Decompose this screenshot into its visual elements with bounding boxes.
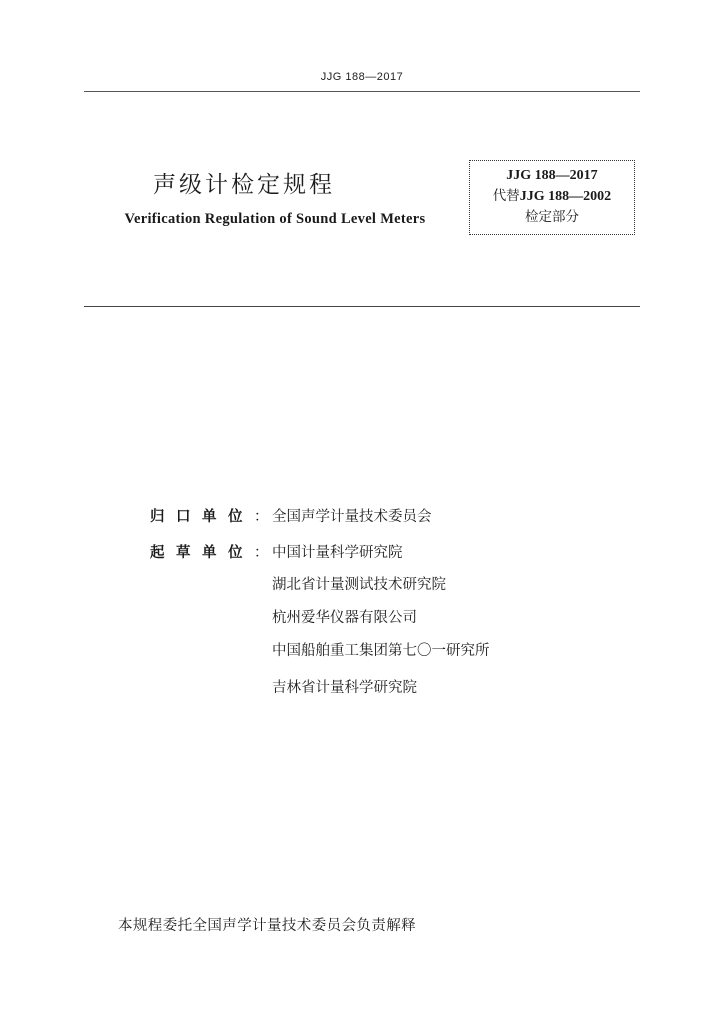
header-divider (84, 91, 640, 92)
label-char: 位 (228, 509, 243, 525)
label-char: 单 (202, 545, 217, 561)
drafting-unit-4: 中国船舶重工集团第七〇一研究所 (272, 643, 490, 659)
responsible-unit-label (150, 505, 268, 526)
drafting-unit-2: 湖北省计量测试技术研究院 (272, 577, 446, 593)
responsible-colon: ： (254, 509, 269, 525)
responsible-label-text (150, 509, 254, 525)
interpretation-note: 本规程委托全国声学计量技术委员会负责解释 (118, 918, 416, 934)
title-divider (84, 306, 640, 307)
standard-code: JJG 188—2017 (506, 168, 598, 183)
drafting-unit-label (150, 541, 268, 562)
drafting-unit-1: 中国计量科学研究院 (272, 545, 403, 561)
document-title-chinese: 声级计检定规程 (153, 172, 335, 198)
drafting-colon: ： (254, 545, 269, 561)
standard-code-box (469, 160, 635, 235)
drafting-unit-3: 杭州爱华仪器有限公司 (272, 610, 417, 626)
standard-part: 检定部分 (525, 209, 579, 225)
document-title-english: Verification Regulation of Sound Level Meters (124, 211, 426, 227)
replaces-line (470, 186, 634, 207)
replaced-code: JJG 188—2002 (519, 189, 612, 204)
responsible-unit-name: 全国声学计量技术委员会 (272, 509, 432, 525)
label-char: 位 (228, 545, 243, 561)
drafting-label-text (150, 545, 254, 561)
label-char: 口 (176, 509, 191, 525)
drafting-unit-5: 吉林省计量科学研究院 (272, 680, 417, 696)
label-char: 起 (150, 545, 165, 561)
label-char: 单 (202, 509, 217, 525)
running-header-code: JJG 188—2017 (320, 71, 404, 83)
label-char: 归 (150, 509, 165, 525)
label-char: 草 (176, 545, 191, 561)
replaces-prefix: 代替 (492, 188, 520, 204)
